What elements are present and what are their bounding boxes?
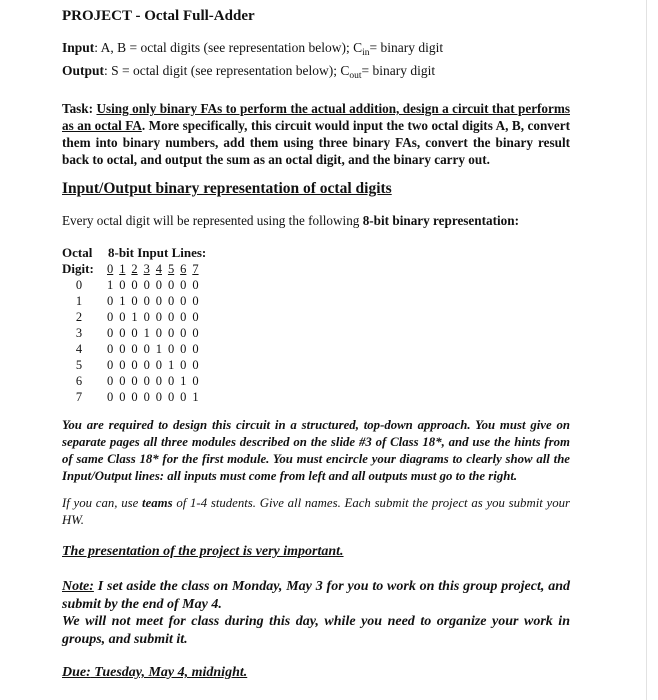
input-lines-header: 8-bit Input Lines:: [108, 245, 207, 260]
bit-cell: 0: [119, 374, 126, 388]
teams-bold: teams: [142, 496, 173, 510]
input-text-end: = binary digit: [369, 40, 444, 55]
bit-cell: 1: [192, 390, 199, 404]
bit-cell: 0: [119, 390, 126, 404]
bit-cell: 0: [131, 358, 138, 372]
bit-index: 3: [143, 262, 150, 276]
bit-index: 4: [155, 262, 162, 276]
bit-cell: 0: [167, 310, 175, 324]
cout-subscript: out: [349, 71, 362, 81]
bit-cell: 0: [155, 358, 162, 372]
bit-cell: 0: [155, 294, 162, 308]
note-label: Note:: [62, 579, 94, 594]
note-line1: I set aside the class on Monday, May 3 for you to work on this group project, and submit by the end of May 4.: [62, 579, 570, 612]
bit-cell: 0: [143, 358, 150, 372]
bit-cell: 0: [167, 390, 175, 404]
bit-cell: 0: [192, 358, 199, 372]
teams-text: If you can, use: [62, 496, 143, 510]
intro-bold: 8-bit binary representation:: [362, 213, 519, 228]
binary-row: [107, 342, 205, 357]
bit-cell: 0: [107, 358, 114, 372]
input-label: Input: [62, 40, 95, 55]
bit-cell: 0: [155, 326, 162, 340]
bit-cell: 0: [192, 278, 199, 292]
binary-row: [107, 390, 205, 405]
bit-cell: 0: [119, 326, 126, 340]
bit-cell: 0: [107, 342, 114, 356]
bit-cell: 1: [155, 342, 162, 356]
task-label: Task:: [62, 101, 94, 116]
bit-cell: 0: [107, 294, 114, 308]
bit-cell: 0: [167, 374, 175, 388]
bit-cell: 0: [131, 278, 138, 292]
bit-cell: 0: [107, 374, 114, 388]
output-label: Output: [62, 63, 105, 78]
bit-cell: 0: [131, 390, 138, 404]
bit-cell: 0: [155, 278, 162, 292]
octal-digit-cell: 5: [75, 358, 83, 372]
input-spec: [62, 40, 443, 56]
binary-row: [107, 358, 205, 373]
teams-text-end: of 1-4 students. Give all names. Each submit the project as you submit your HW.: [62, 496, 571, 527]
bit-index: 1: [119, 262, 126, 276]
bit-cell: 0: [143, 374, 150, 388]
bit-cell: 0: [192, 310, 199, 324]
bit-cell: 0: [167, 278, 175, 292]
bit-cell: 0: [155, 374, 162, 388]
bit-cell: 0: [107, 390, 114, 404]
bit-cell: 1: [131, 310, 138, 324]
task-underlined: Using only binary FAs to perform the actual addition, design a circuit that performs as an octal FA: [62, 101, 570, 133]
section-heading: Input/Output binary representation of octal digits: [62, 180, 392, 197]
bit-cell: 0: [131, 326, 138, 340]
bit-index: 2: [131, 262, 138, 276]
binary-row: [107, 278, 205, 293]
bit-cell: 0: [155, 310, 162, 324]
octal-digit-cell: 2: [75, 310, 83, 324]
bit-cell: 0: [143, 278, 150, 292]
bit-cell: 1: [119, 294, 126, 308]
cin-subscript: in: [362, 48, 370, 58]
bit-cell: 0: [180, 342, 187, 356]
bit-cell: 0: [143, 390, 150, 404]
bit-cell: 0: [119, 358, 126, 372]
presentation-note: The presentation of the project is very important.: [62, 544, 344, 559]
input-text: : A, B = octal digits (see representation below); C: [94, 40, 363, 55]
bit-cell: 0: [180, 310, 187, 324]
bit-index: 5: [167, 262, 175, 276]
bit-cell: 1: [167, 358, 175, 372]
bit-cell: 0: [192, 326, 199, 340]
bit-cell: 0: [180, 278, 187, 292]
bit-cell: 0: [167, 294, 175, 308]
bit-cell: 0: [192, 374, 199, 388]
digit-column-header: Digit:: [62, 261, 94, 276]
octal-column-header: Octal: [62, 245, 93, 260]
bit-cell: 0: [167, 342, 175, 356]
bit-cell: 0: [180, 390, 187, 404]
due-value: Tuesday, May 4, midnight.: [90, 665, 248, 680]
bit-cell: 0: [192, 342, 199, 356]
bit-cell: 1: [143, 326, 150, 340]
bit-cell: 0: [143, 294, 150, 308]
bit-cell: 0: [180, 358, 187, 372]
binary-row: [107, 310, 205, 325]
bit-cell: 0: [131, 342, 138, 356]
output-spec: [62, 63, 435, 79]
binary-row: [107, 326, 205, 341]
bit-cell: 0: [107, 326, 114, 340]
bit-cell: 0: [180, 294, 187, 308]
due-date: [62, 665, 247, 681]
bit-cell: 0: [180, 326, 187, 340]
teams-paragraph: [62, 495, 570, 529]
page-edge-divider: [646, 0, 647, 700]
octal-digit-cell: 0: [75, 278, 83, 292]
binary-row: [107, 374, 205, 389]
note-line2: We will not meet for class during this day, while you need to organize your work in groups, and submit it.: [62, 614, 570, 647]
output-text: : S = octal digit (see representation below); C: [104, 63, 350, 78]
bit-index: 7: [192, 262, 199, 276]
bit-cell: 0: [131, 374, 138, 388]
bit-cell: 0: [119, 310, 126, 324]
requirements-paragraph: You are required to design this circuit in a structured, top-down approach. You must give on separate pages all three modules described on the slide #3 of Class 18*, and use the hints from of same Class 18* for the first module. You must encircle your diagrams to clearly show all the Input/Output lines: all inputs must come from left and all outputs must go to the right.: [62, 418, 570, 483]
bit-cell: 0: [167, 326, 175, 340]
octal-digit-cell: 7: [75, 390, 83, 404]
note-paragraph: [62, 578, 570, 648]
bit-index: 6: [180, 262, 187, 276]
bit-index: 0: [107, 262, 114, 276]
octal-digit-cell: 3: [75, 326, 83, 340]
task-paragraph: [62, 100, 570, 168]
bit-cell: 0: [131, 294, 138, 308]
output-text-end: = binary digit: [361, 63, 436, 78]
octal-digit-cell: 4: [75, 342, 83, 356]
bit-cell: 0: [192, 294, 199, 308]
octal-digit-cell: 1: [75, 294, 83, 308]
bit-cell: 0: [143, 310, 150, 324]
bit-cell: 1: [180, 374, 187, 388]
representation-intro: [62, 213, 519, 229]
bit-cell: 0: [143, 342, 150, 356]
bit-cell: 0: [119, 342, 126, 356]
bit-cell: 0: [107, 310, 114, 324]
bit-cell: 0: [155, 390, 162, 404]
bit-cell: 1: [107, 278, 114, 292]
project-title: PROJECT - Octal Full-Adder: [62, 8, 255, 24]
due-label: Due:: [62, 665, 91, 680]
intro-text: Every octal digit will be represented using the following: [62, 213, 363, 228]
task-rest: . More specifically, this circuit would input the two octal digits A, B, convert them into binary numbers, add them using three binary FAs, convert the binary result back to octal, and output the sum as an octal digit, and the binary carry out.: [62, 118, 570, 167]
bit-cell: 0: [119, 278, 126, 292]
bit-index-row: [107, 262, 205, 277]
binary-row: [107, 294, 205, 309]
octal-digit-cell: 6: [75, 374, 83, 388]
